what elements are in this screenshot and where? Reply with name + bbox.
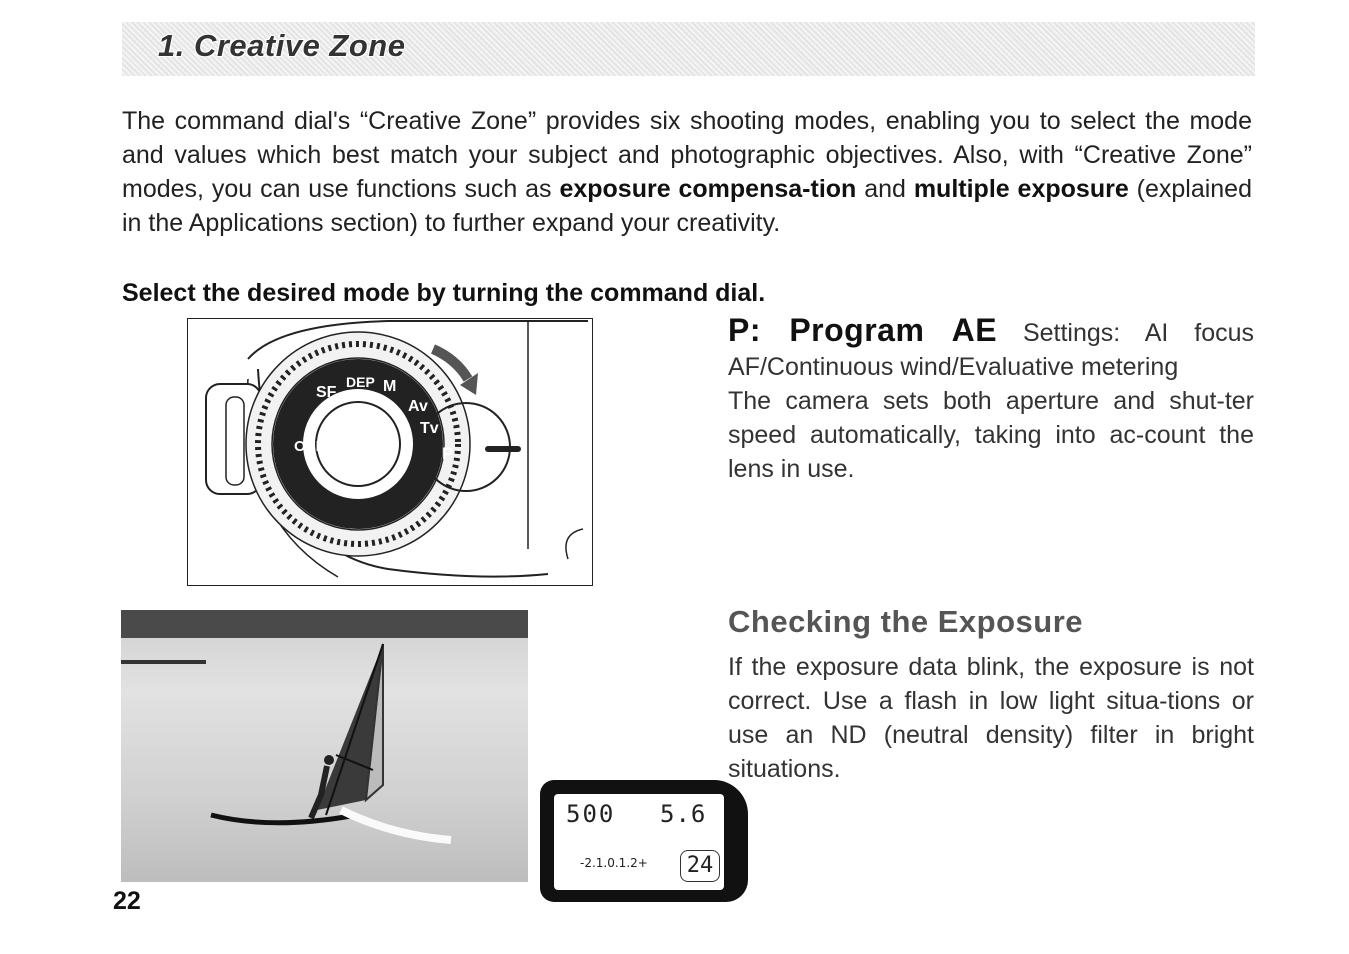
dial-label-p: P bbox=[442, 444, 454, 463]
section-title: 1. Creative Zone bbox=[158, 28, 406, 63]
intro-text-1: The command dial's “Creative Zone” provides six shooting modes, enabling you to select the mode and values which best match your subject and photographic objectives. Also, with “Creative Zone” modes, you can use functions such as bbox=[122, 107, 1252, 203]
page-number: 22 bbox=[113, 887, 141, 915]
dial-label-m: M bbox=[383, 378, 397, 395]
lcd-panel-illustration bbox=[540, 780, 748, 902]
program-heading-line bbox=[728, 313, 1254, 384]
dial-label-av: Av bbox=[408, 398, 428, 415]
program-ae-description: The camera sets both aperture and shut-ter speed automatically, taking into ac-count the lens in use. bbox=[728, 387, 1254, 483]
program-ae-settings: Settings: AI focus AF/Continuous wind/Evaluative metering bbox=[728, 319, 1254, 381]
dial-label-tv: Tv bbox=[420, 420, 439, 437]
intro-text-3: (explained in the Applications section) to further expand your creativity. bbox=[122, 175, 1252, 237]
dial-label-osi: OSI bbox=[294, 438, 320, 455]
windsurfer-drawing bbox=[121, 610, 528, 882]
command-dial-drawing bbox=[188, 319, 593, 586]
program-ae-title: P: Program AE bbox=[728, 312, 998, 348]
program-ae-section bbox=[728, 313, 1254, 486]
windsurfer-photo bbox=[121, 610, 528, 882]
checking-exposure-text: If the exposure data blink, the exposure is not correct. Use a flash in low light situa-tions or use an ND (neutral density) filter in bright situations. bbox=[728, 653, 1254, 783]
lcd-aperture: 5.6 bbox=[660, 800, 707, 828]
lcd-screen bbox=[554, 794, 724, 890]
lcd-shutter-speed: 500 bbox=[566, 800, 616, 828]
intro-text-2: and bbox=[856, 175, 914, 203]
section-header-bar bbox=[122, 22, 1255, 76]
intro-bold-exposure-compensation: exposure compensa-tion bbox=[559, 175, 857, 203]
checking-exposure-heading: Checking the Exposure bbox=[728, 604, 1084, 639]
intro-paragraph bbox=[122, 104, 1252, 240]
dial-label-dep: DEP bbox=[346, 374, 375, 390]
intro-bold-multiple-exposure: multiple exposure bbox=[913, 175, 1129, 203]
command-dial-illustration bbox=[187, 318, 593, 586]
dial-label-sf: SF bbox=[316, 384, 337, 401]
instruction-heading: Select the desired mode by turning the command dial. bbox=[122, 279, 766, 307]
lcd-exposure-scale: -2.1.0.1.2+ bbox=[580, 856, 648, 870]
lcd-frame-counter: 24 bbox=[680, 850, 720, 882]
